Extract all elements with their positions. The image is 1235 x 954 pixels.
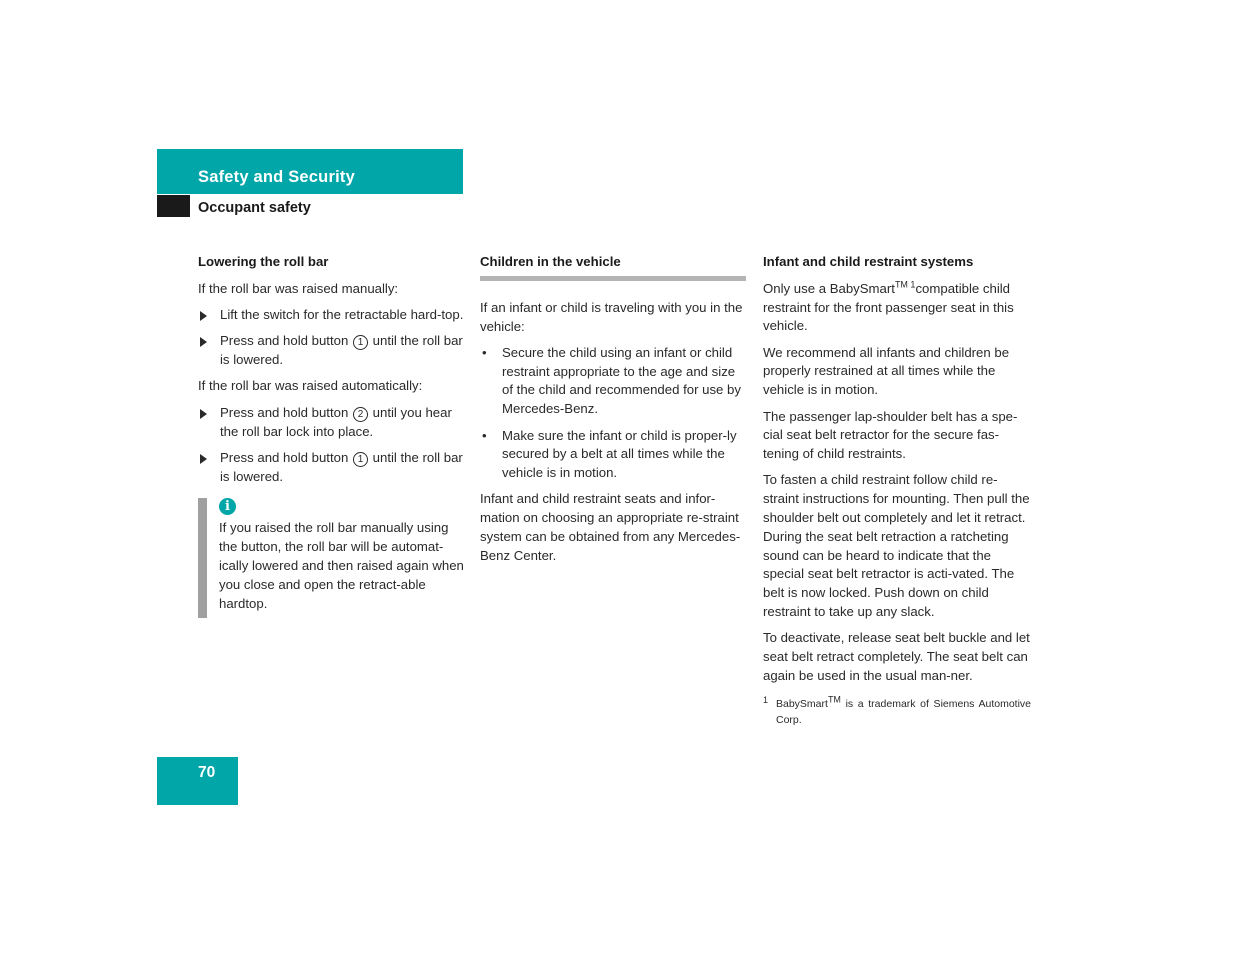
- children-intro: If an infant or child is traveling with you in the vehicle:: [480, 299, 743, 334]
- heading-restraint-systems: Infant and child restraint systems: [763, 254, 974, 269]
- footnote: [763, 696, 1031, 728]
- heading-lowering-roll-bar: Lowering the roll bar: [198, 254, 329, 269]
- step-item: Press and hold button 1 until the roll bar is lowered.: [198, 332, 466, 370]
- step-item: Press and hold button 2 until you hear the roll bar lock into place.: [198, 404, 466, 442]
- footnote-text: BabySmart™ is a trademark of Siemens Automotive Corp.: [776, 694, 1031, 726]
- button-number-icon: 1: [353, 335, 368, 350]
- footnote-number: 1: [763, 694, 769, 705]
- heading-children-in-vehicle: Children in the vehicle: [480, 253, 746, 281]
- step-item: Lift the switch for the retractable hard-top.: [198, 306, 466, 325]
- step-arrow-icon: [200, 454, 207, 464]
- bullet-item: • Make sure the infant or child is proper-ly secured by a belt at all times while the vehicle is in motion.: [482, 427, 737, 481]
- info-note: [198, 498, 466, 613]
- button-number-icon: 2: [353, 407, 368, 422]
- step-arrow-icon: [200, 337, 207, 347]
- note-bar: [198, 498, 207, 618]
- bullet-item: • Secure the child using an infant or child restraint appropriate to the age and size of the child and recommended for use by Mercedes-Benz.: [482, 344, 741, 417]
- note-text: If you raised the roll bar manually using the button, the roll bar will be automat-ically lowered and then raised again when you close and open the retract-able hardtop.: [219, 520, 464, 611]
- children-outro: Infant and child restraint seats and infor-mation on choosing an appropriate re-straint system can be obtained from any Mercedes-Benz Center.: [480, 491, 741, 563]
- section-title: Safety and Security: [198, 168, 355, 186]
- paragraph: We recommend all infants and children be properly restrained at all times while the vehicle is in motion.: [763, 344, 1010, 398]
- step-arrow-icon: [200, 409, 207, 419]
- manual-intro: If the roll bar was raised manually:: [198, 280, 399, 296]
- paragraph: To deactivate, release seat belt buckle and let seat belt retract completely. The seat belt can again be used in the usual man-ner.: [763, 630, 1030, 683]
- bullet-icon: •: [482, 344, 487, 360]
- step-item: Press and hold button 1 until the roll bar is lowered.: [198, 449, 466, 487]
- column-children: [480, 253, 746, 573]
- button-number-icon: 1: [353, 452, 368, 467]
- page-number: 70: [198, 764, 216, 781]
- step-arrow-icon: [200, 311, 207, 321]
- paragraph: To fasten a child restraint follow child re-straint instructions for mounting. Then pull the shoulder belt out completely and let it retract. During the seat belt retraction a ratcheting sound can be heard to indicate that the special seat belt retractor is acti-vated. The belt is now locked. Push down on child restraint to take up any slack.: [763, 472, 1030, 620]
- info-icon: i: [219, 498, 236, 515]
- auto-intro: If the roll bar was raised automatically:: [198, 378, 423, 394]
- trademark-superscript: TM 1: [894, 279, 916, 290]
- bullet-icon: •: [482, 427, 487, 443]
- subsection-title: Occupant safety: [198, 200, 311, 216]
- paragraph: The passenger lap-shoulder belt has a spe-cial seat belt retractor for the secure fas-tening of child restraints.: [763, 408, 1018, 462]
- paragraph: Only use a BabySmart$^{TM 1}$compatible child restraint for the front passenger seat in this vehicle.: [763, 279, 1014, 334]
- subsection-marker: [157, 195, 190, 217]
- column-roll-bar: [198, 253, 466, 613]
- column-restraint-systems: [763, 253, 1031, 728]
